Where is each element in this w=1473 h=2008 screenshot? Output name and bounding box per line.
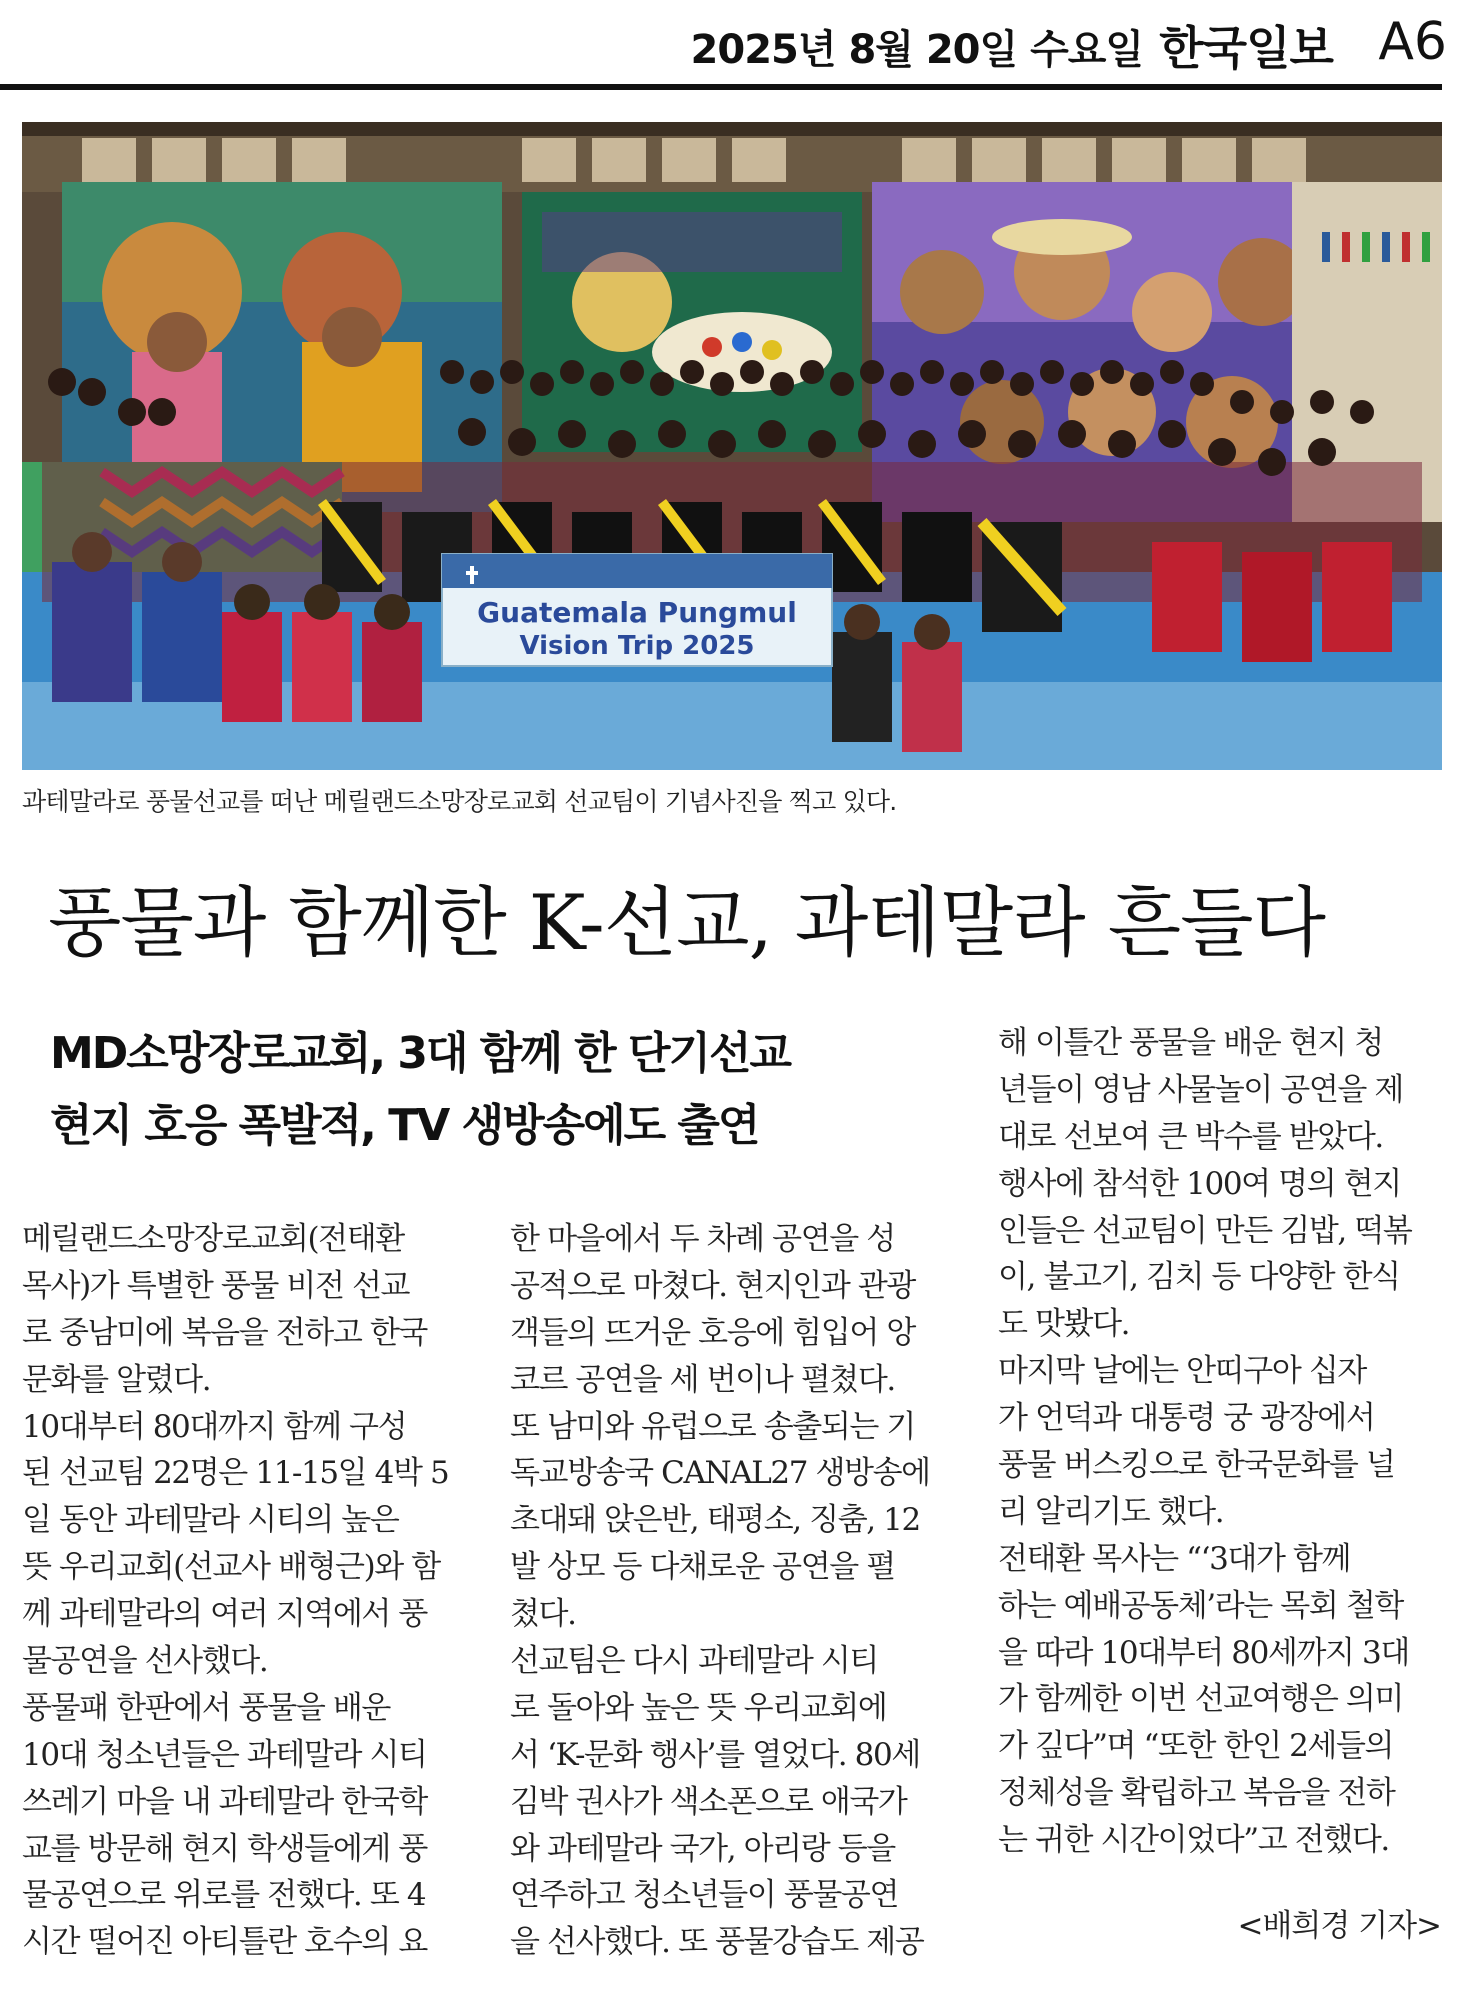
text-line: 초대돼 앉은반, 태평소, 징춤, 12: [510, 1502, 920, 1539]
issue-date: 2025년 8월 20일 수요일: [690, 27, 1143, 73]
text-line: 정체성을 확립하고 복음을 전하: [998, 1775, 1395, 1812]
text-line: 풍물패 한판에서 풍물을 배운: [22, 1689, 390, 1726]
banner-line-2: Vision Trip 2025: [519, 631, 755, 661]
masthead-rule: [0, 84, 1442, 90]
page-number: A6: [1378, 12, 1447, 72]
text-line: 메릴랜드소망장로교회(전태환: [22, 1221, 404, 1257]
text-line: 풍물 버스킹으로 한국문화를 널: [998, 1447, 1395, 1484]
text-line: 물공연으로 위로를 전했다. 또 4: [22, 1877, 426, 1914]
subheadline: 현지 호응 폭발적, TV 생방송에도 출연: [50, 1100, 759, 1151]
subheadlines: [50, 1018, 970, 1162]
text-line: 교를 방문해 현지 학생들에게 풍: [22, 1830, 427, 1867]
text-line: 전태환 목사는 “‘3대가 함께: [998, 1540, 1351, 1577]
text-line: 가 깊다”며 “또한 한인 2세들의: [998, 1728, 1394, 1765]
text-line: 10대 청소년들은 과테말라 시티: [22, 1736, 427, 1773]
text-line: 는 귀한 시간이었다”고 전했다.: [998, 1822, 1389, 1859]
group-photo: [22, 122, 1442, 770]
text-line: 가 함께한 이번 선교여행은 의미: [998, 1681, 1403, 1718]
text-line: 년들이 영남 사물놀이 공연을 제: [998, 1071, 1403, 1108]
text-line: 또 남미와 유럽으로 송출되는 기: [510, 1408, 915, 1445]
text-line: 서 ‘K-문화 행사’를 열었다. 80세: [510, 1736, 920, 1773]
masthead: [0, 0, 1473, 88]
text-line: 와 과테말라 국가, 아리랑 등을: [510, 1830, 895, 1867]
text-line: 이, 불고기, 김치 등 다양한 한식: [998, 1259, 1400, 1296]
text-line: 발 상모 등 다채로운 공연을 펼: [510, 1549, 895, 1586]
text-line: 독교방송국 CANAL27 생방송에: [510, 1455, 930, 1492]
text-line: 한 마을에서 두 차례 공연을 성: [510, 1221, 895, 1257]
text-line: 선교팀은 다시 과테말라 시티: [510, 1643, 878, 1680]
text-line: 로 중남미에 복음을 전하고 한국: [22, 1314, 427, 1351]
text-line: 을 선사했다. 또 풍물강습도 제공: [510, 1924, 924, 1961]
subheadline: MD소망장로교회, 3대 함께 한 단기선교: [50, 1028, 790, 1079]
text-line: 김박 권사가 색소폰으로 애국가: [510, 1783, 907, 1820]
article-column-1: [22, 1216, 472, 1966]
banner-line-1: Guatemala Pungmul: [477, 596, 797, 629]
text-line: 코르 공연을 세 번이나 펼쳤다.: [510, 1361, 895, 1398]
text-line: 뜻 우리교회(선교사 배형근)와 함: [22, 1549, 440, 1586]
headline: 풍물과 함께한 K-선교, 과테말라 흔들다: [48, 878, 1325, 967]
text-line: 10대부터 80대까지 함께 구성: [22, 1408, 407, 1445]
text-line: 쳤다.: [510, 1596, 576, 1633]
text-line: 쓰레기 마을 내 과테말라 한국학: [22, 1783, 427, 1820]
text-line: 된 선교팀 22명은 11-15일 4박 5: [22, 1455, 449, 1492]
text-line: 해 이틀간 풍물을 배운 현지 청: [998, 1025, 1383, 1061]
text-line: 가 언덕과 대통령 궁 광장에서: [998, 1400, 1375, 1437]
text-line: 을 따라 10대부터 80세까지 3대: [998, 1634, 1409, 1671]
text-line: 행사에 참석한 100여 명의 현지: [998, 1165, 1401, 1202]
text-line: 리 알리기도 했다.: [998, 1493, 1224, 1530]
text-line: 일 동안 과테말라 시티의 높은: [22, 1502, 399, 1539]
photo-caption: 과테말라로 풍물선교를 떠난 메릴랜드소망장로교회 선교팀이 기념사진을 찍고 있다.: [22, 787, 897, 816]
text-line: 목사)가 특별한 풍물 비전 선교: [22, 1267, 410, 1304]
byline: <배희경 기자>: [1237, 1908, 1441, 1944]
text-line: 로 돌아와 높은 뜻 우리교회에: [510, 1689, 887, 1726]
text-line: 께 과테말라의 여러 지역에서 풍: [22, 1596, 427, 1633]
text-line: 도 맛봤다.: [998, 1306, 1130, 1343]
text-line: 연주하고 청소년들이 풍물공연: [510, 1877, 899, 1914]
text-line: 대로 선보여 큰 박수를 받았다.: [998, 1118, 1383, 1155]
text-line: 문화를 알렸다.: [22, 1361, 211, 1398]
text-line: 물공연을 선사했다.: [22, 1643, 268, 1680]
text-line: 공적으로 마쳤다. 현지인과 관광: [510, 1267, 915, 1304]
paper-name: 한국일보: [1159, 21, 1333, 75]
article-column-3: [998, 1020, 1448, 1864]
text-line: 시간 떨어진 아티틀란 호수의 요: [22, 1924, 427, 1961]
article-column-2: [510, 1216, 960, 1966]
text-line: 인들은 선교팀이 만든 김밥, 떡볶: [998, 1212, 1412, 1249]
text-line: 하는 예배공동체’라는 목회 철학: [998, 1587, 1403, 1624]
text-line: 마지막 날에는 안띠구아 십자: [998, 1353, 1366, 1390]
text-line: 객들의 뜨거운 호응에 힘입어 앙: [510, 1314, 915, 1351]
